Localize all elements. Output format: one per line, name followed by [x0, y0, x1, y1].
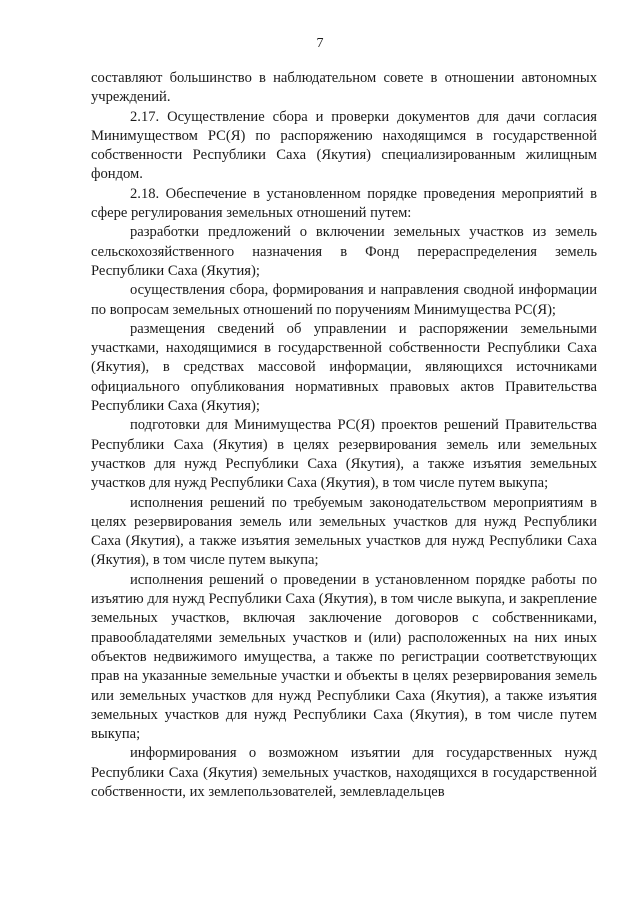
- page-number: 7: [316, 36, 324, 51]
- document-body: [91, 69, 597, 802]
- paragraph-2-17: 2.17. Осуществление сбора и проверки документов для дачи согласия Минимуществом РС(Я) по распоряжению находящимся в государственной собственности Республики Саха (Якутия) специализированным жилищным фондом.: [91, 108, 597, 183]
- paragraph-land-fund-proposals: разработки предложений о включении земельных участков из земель сельскохозяйственного назначения в Фонд перераспределения земель Республики Саха (Якутия);: [91, 224, 597, 279]
- paragraph-media-publication: размещения сведений об управлении и распоряжении земельными участками, находящимися в государственной собственности Республики Саха (Якутия), в средствах массовой информации, являющихся источниками официального опубликования нормативных правовых актов Правительства Республики Саха (Якутия);: [91, 320, 597, 415]
- paragraph-seizure-notice: информирования о возможном изъятии для государственных нужд Республики Саха (Якутия) земельных участков, находящихся в государственной собственности, их землепользователей, землевладельцев: [91, 745, 597, 800]
- paragraph-summary-information: осуществления сбора, формирования и направления сводной информации по вопросам земельных отношений по поручениям Минимущества РС(Я);: [91, 282, 597, 318]
- paragraph-reservation-measures: исполнения решений по требуемым законодательством мероприятиям в целях резервирования земель или земельных участков для нужд Республики Саха (Якутия), а также изъятия земельных участков для нужд Республики Саха (Якутия), в том числе путем выкупа;: [91, 494, 597, 569]
- paragraph-draft-decisions: подготовки для Минимущества РС(Я) проектов решений Правительства Республики Саха (Якутия) в целях резервирования земель или земельных участков для нужд Республики Саха (Якутия), а также изъятия земельных участков для нужд Республики Саха (Якутия), в том числе путем выкупа;: [91, 417, 597, 492]
- paragraph-seizure-work: исполнения решений о проведении в установленном порядке работы по изъятию для нужд Республики Саха (Якутия), в том числе выкупа, и закрепление земельных участков, включая заключение договоров с собственниками, правообладателями земельных участков и (или) расположенных на них иных объектов недвижимого имущества, а также по регистрации соответствующих прав на указанные земельные участки и объекты в целях резервирования земель или земельных участков для нужд Республики Саха (Якутия), а также изъятия земельных участков для нужд Республики Саха (Якутия), в том числе путем выкупа;: [91, 571, 597, 743]
- paragraph-continuation: составляют большинство в наблюдательном совете в отношении автономных учреждений.: [91, 70, 597, 106]
- paragraph-2-18: 2.18. Обеспечение в установленном порядке проведения мероприятий в сфере регулирования земельных отношений путем:: [91, 185, 597, 222]
